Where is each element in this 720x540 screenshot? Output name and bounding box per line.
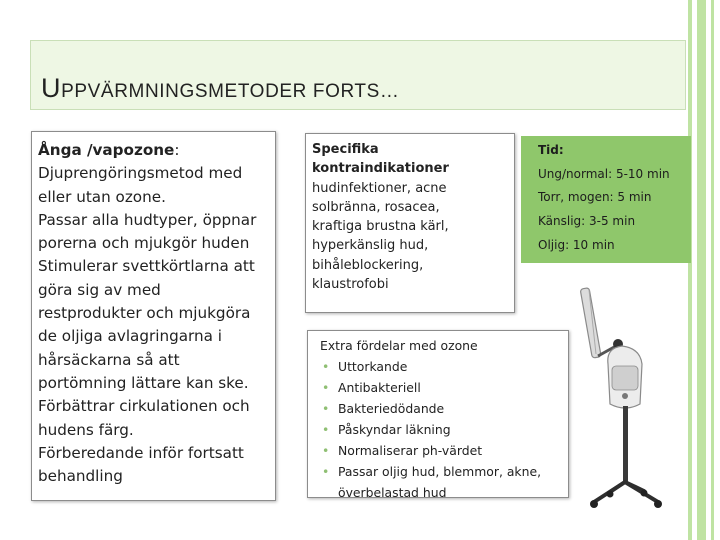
ozone-benefits-list xyxy=(320,356,568,482)
contraindications-heading: kontraindikationer xyxy=(312,161,449,177)
list-item-continuation: överbelastad hud xyxy=(338,485,447,500)
bullet-icon: • xyxy=(322,380,330,395)
description-line: restprodukter och mjukgöra xyxy=(38,304,251,323)
time-line: Ung/normal: 5-10 min xyxy=(538,166,670,181)
slide-title xyxy=(41,73,400,104)
description-line: Förberedande inför fortsatt xyxy=(38,443,244,462)
description-line: hårsäckarna så att xyxy=(38,350,180,369)
description-line: portömning lättare kan ske. xyxy=(38,373,249,392)
contraindication-line: klaustrofobi xyxy=(312,277,389,293)
title-rest: PPVÄRMNINGSMETODER FORTS… xyxy=(61,81,400,102)
contraindication-line: bihåleblockering, xyxy=(312,257,424,273)
time-line: Torr, mogen: 5 min xyxy=(538,190,652,205)
description-line: Förbättrar cirkulationen och xyxy=(38,397,250,416)
list-item xyxy=(320,440,568,461)
description-line: porerna och mjukgör huden xyxy=(38,234,250,253)
decorative-rail xyxy=(688,0,692,540)
bullet-icon: • xyxy=(322,359,330,374)
vapozone-lead-colon: : xyxy=(174,141,180,159)
list-item-text: Antibakteriell xyxy=(338,380,421,395)
description-line: Stimulerar svettkörtlarna att xyxy=(38,257,255,276)
title-band xyxy=(30,40,686,110)
description-line: de oljiga avlagringarna i xyxy=(38,327,222,346)
vapozone-lead xyxy=(38,139,275,162)
list-item xyxy=(320,377,568,398)
contraindications-box xyxy=(305,133,515,313)
description-line: behandling xyxy=(38,467,123,486)
description-line: Djuprengöringsmetod med xyxy=(38,164,243,183)
bullet-icon: • xyxy=(322,464,330,479)
decorative-rail xyxy=(697,0,706,540)
treatment-time-box xyxy=(521,136,691,263)
contraindication-line: hyperkänslig hud, xyxy=(312,238,429,254)
facial-steamer-illustration xyxy=(570,282,680,512)
list-item-text: Passar oljig hud, blemmor, akne, xyxy=(338,464,542,479)
contraindication-line: solbränna, rosacea, xyxy=(312,199,440,215)
ozone-benefits-box xyxy=(307,330,569,498)
list-item xyxy=(320,356,568,377)
facial-steamer-icon xyxy=(580,288,662,508)
vapozone-lead-bold: Ånga /vapozone xyxy=(38,141,175,159)
title-initial: U xyxy=(41,73,62,103)
time-line: Oljig: 10 min xyxy=(538,237,615,252)
description-line: göra sig av med xyxy=(38,280,161,299)
vapozone-description-box xyxy=(31,131,276,501)
description-line: Passar alla hudtyper, öppnar xyxy=(38,210,257,229)
contraindication-line: kraftiga brustna kärl, xyxy=(312,219,449,235)
list-item xyxy=(320,461,568,482)
list-item xyxy=(320,398,568,419)
ozone-benefits-heading: Extra fördelar med ozone xyxy=(320,338,478,353)
list-item-text: Bakteriedödande xyxy=(338,401,445,416)
time-line: Känslig: 3-5 min xyxy=(538,214,636,229)
time-heading: Tid: xyxy=(538,143,564,157)
bullet-icon: • xyxy=(322,422,330,437)
contraindication-line: hudinfektioner, acne xyxy=(312,180,447,196)
list-item-text: Påskyndar läkning xyxy=(338,422,451,437)
description-line: eller utan ozone. xyxy=(38,187,166,206)
list-item-text: Uttorkande xyxy=(338,359,408,374)
list-item xyxy=(320,419,568,440)
bullet-icon: • xyxy=(322,401,330,416)
decorative-rail xyxy=(711,0,714,540)
contraindications-heading: Specifika xyxy=(312,142,379,157)
bullet-icon: • xyxy=(322,443,330,458)
list-item-text: Normaliserar ph-värdet xyxy=(338,443,483,458)
description-line: hudens färg. xyxy=(38,420,134,439)
